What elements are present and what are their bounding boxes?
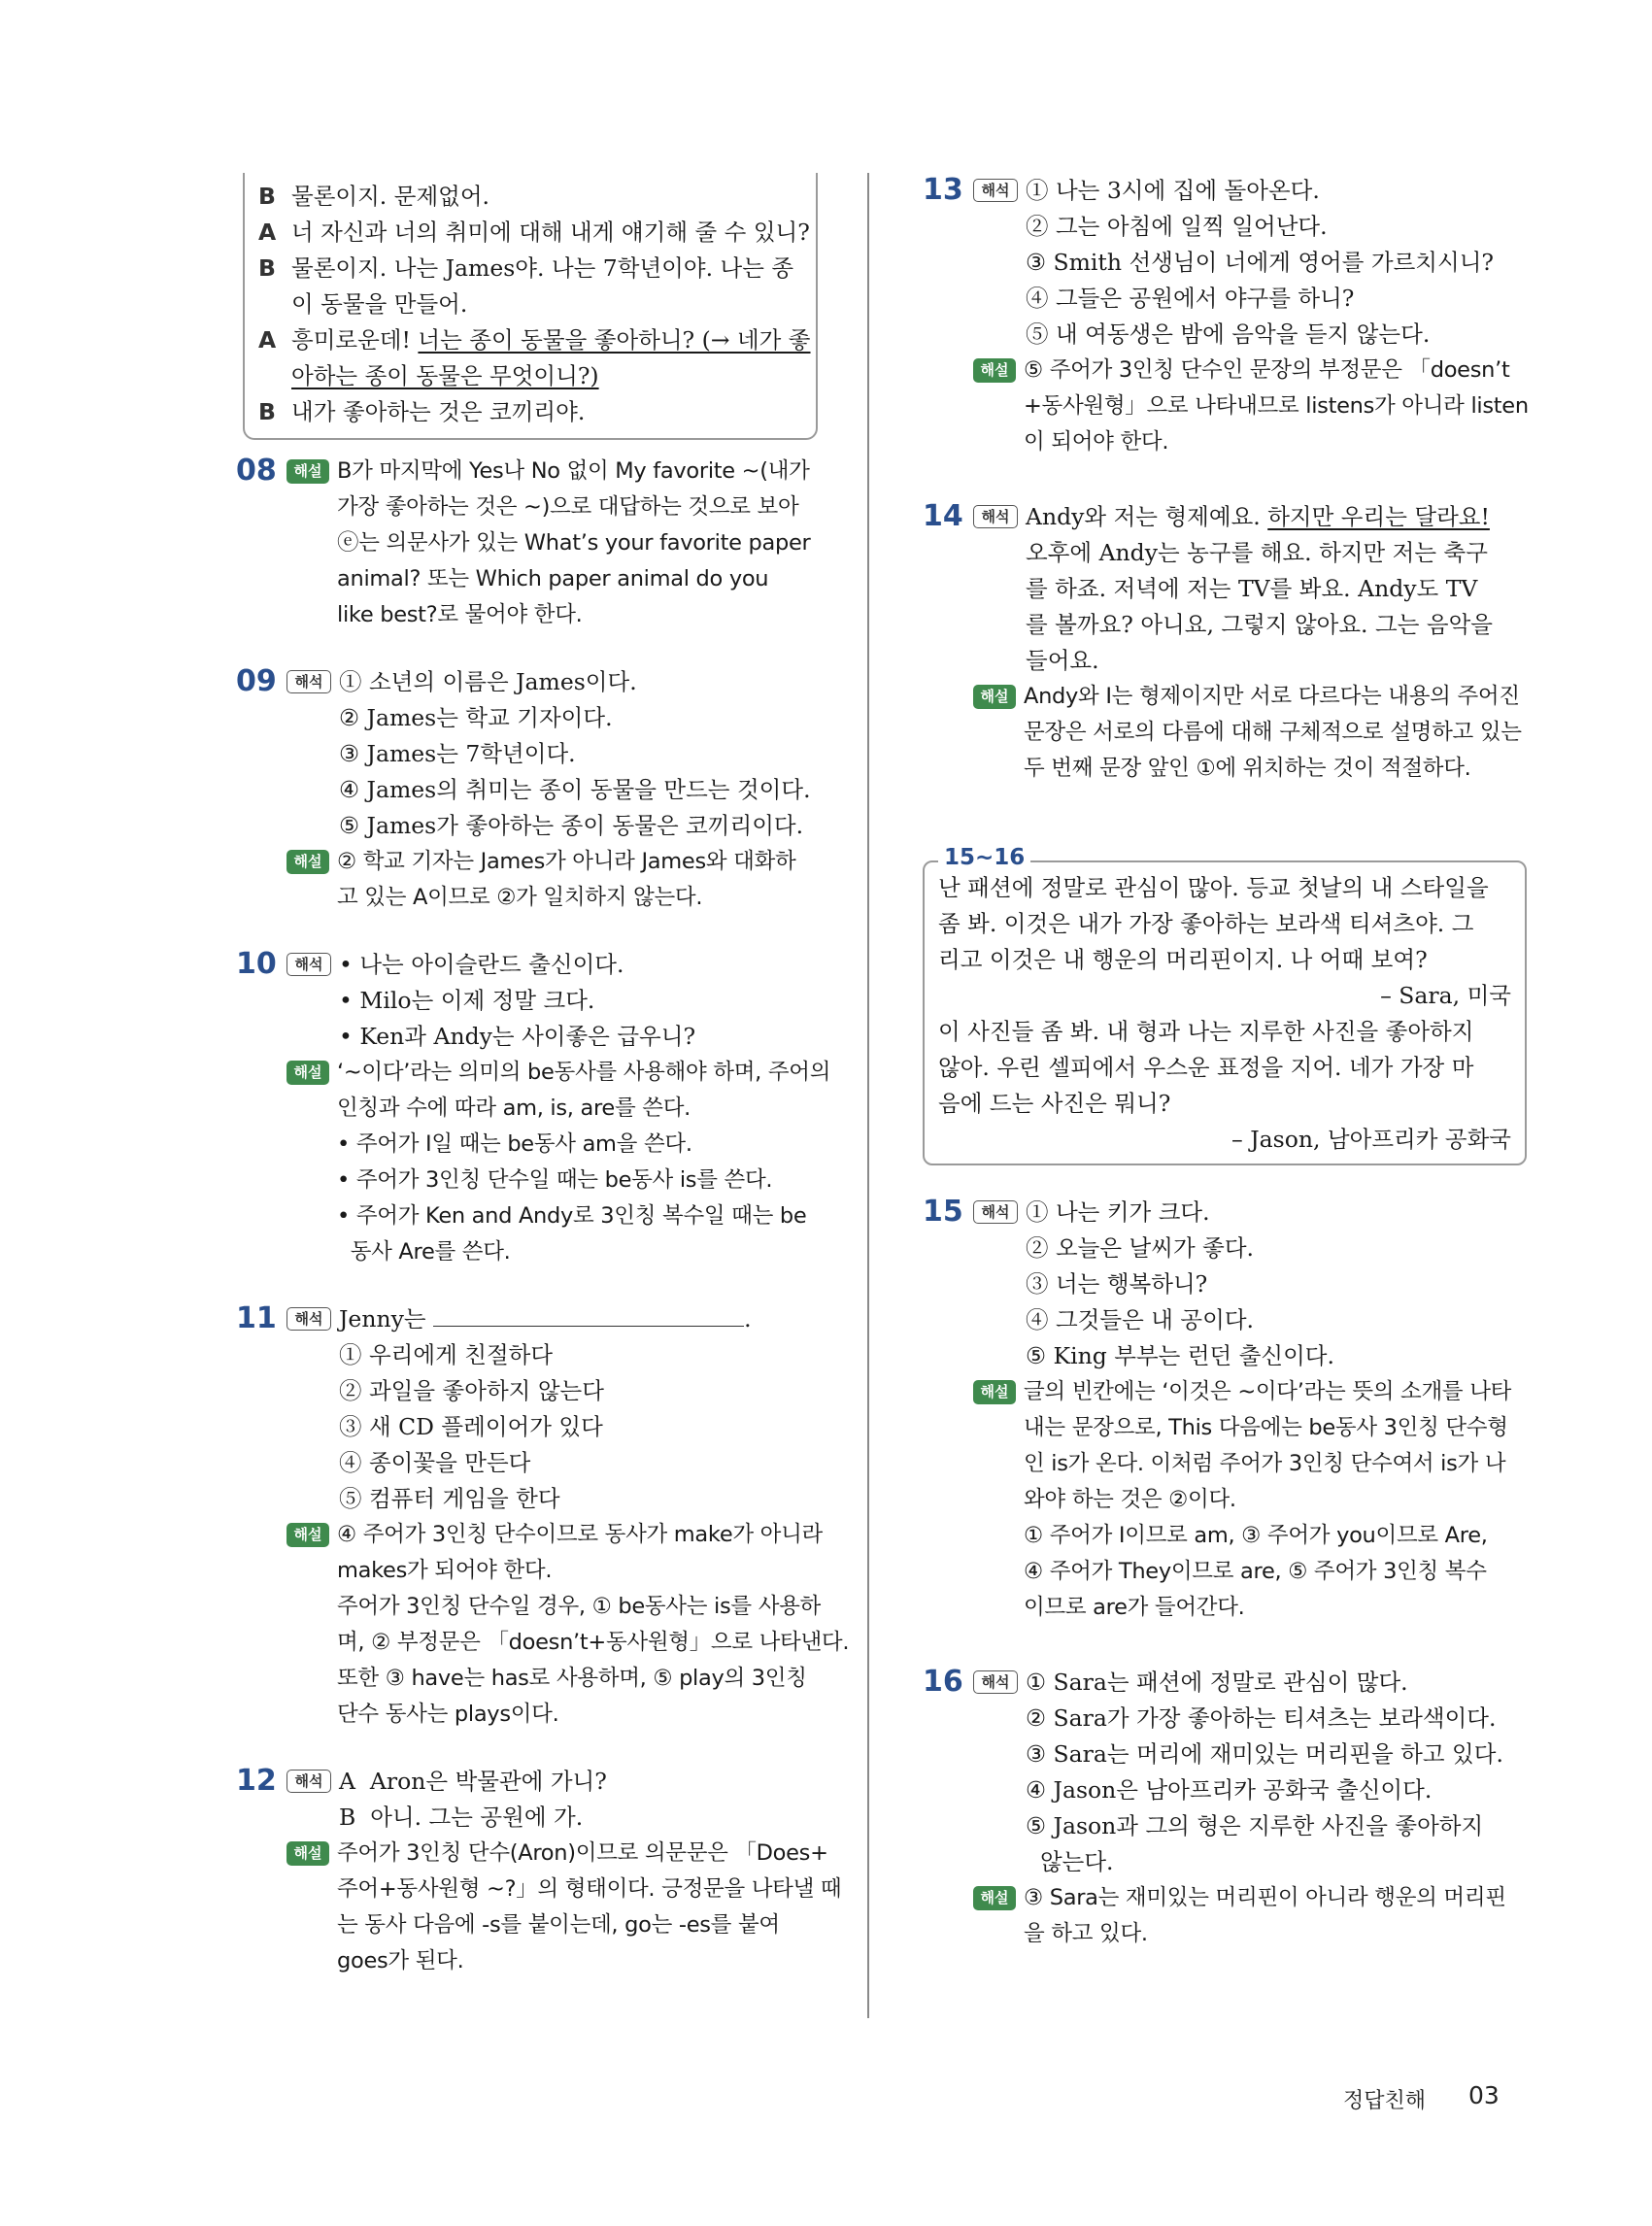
explanation-line: 인칭과 수에 따라 am, is, are를 쓴다. xyxy=(337,1096,691,1121)
translation-line: ② James는 학교 기자이다. xyxy=(339,704,613,731)
left-column xyxy=(236,173,850,1979)
passage-signature: – Jason, 남아프리카 공화국 xyxy=(1231,1126,1511,1153)
speaker-label: A xyxy=(258,326,277,354)
dialog-text xyxy=(291,322,811,358)
translation-line: ③ Smith 선생님이 너에게 영어를 가르치시니? xyxy=(1026,249,1495,276)
dialog-box xyxy=(243,173,818,440)
explanation-line: 주어가 3인칭 단수(Aron)이므로 의문문은 「Does+ xyxy=(337,1840,828,1866)
speaker-label: B xyxy=(258,183,276,210)
explanation-line: 가장 좋아하는 것은 ~)으로 대답하는 것으로 보아 xyxy=(337,494,799,520)
explanation-line: ④ 주어가 3인칭 단수이므로 동사가 make가 아니라 xyxy=(337,1522,823,1547)
passage-line: 음에 드는 사진은 뭐니? xyxy=(938,1090,1171,1117)
translation-line: ⑤ Jason과 그의 형은 지루한 사진을 좋아하지 xyxy=(1026,1812,1484,1839)
explanation-line: 글의 빈칸에는 ‘이것은 ~이다’라는 뜻의 소개를 나타 xyxy=(1024,1379,1512,1404)
question-08 xyxy=(236,454,816,633)
translation-line: ⑤ 컴퓨터 게임을 한다 xyxy=(339,1485,560,1512)
explanation-line: 을 하고 있다. xyxy=(1024,1921,1148,1946)
translation-tag: 해석 xyxy=(973,179,1018,202)
translation-line: ④ James의 취미는 종이 동물을 만드는 것이다. xyxy=(339,776,811,803)
explanation-line: • 주어가 I일 때는 be동사 am을 쓴다. xyxy=(337,1131,692,1157)
translation-tag: 해석 xyxy=(287,953,331,976)
question-13 xyxy=(923,173,1529,460)
translation-tag: 해석 xyxy=(287,670,331,693)
explanation-line: • 주어가 Ken and Andy로 3인칭 복수일 때는 be xyxy=(337,1203,807,1229)
explanation-line: Andy와 I는 형제이지만 서로 다르다는 내용의 주어진 xyxy=(1024,684,1520,709)
translation-line: 않는다. xyxy=(1026,1848,1114,1875)
explanation-line: +동사원형」으로 나타내므로 listens가 아니라 listen xyxy=(1024,393,1529,419)
explanation-line: 또한 ③ have는 has로 사용하며, ⑤ play의 3인칭 xyxy=(337,1666,807,1691)
explanation-line: 주어가 3인칭 단수일 경우, ① be동사는 is를 사용하 xyxy=(337,1594,821,1619)
translation-line: 를 볼까요? 아니요, 그렇지 않아요. 그는 음악을 xyxy=(1026,611,1493,638)
explanation-tag: 해설 xyxy=(973,1380,1016,1404)
dialog-text: 물론이지. 문제없어. xyxy=(291,183,490,210)
explanation-line: 문장은 서로의 다름에 대해 구체적으로 설명하고 있는 xyxy=(1024,720,1522,745)
dialog-line xyxy=(258,251,802,322)
dialog-line xyxy=(258,179,802,215)
explanation-line: • 주어가 3인칭 단수일 때는 be동사 is를 쓴다. xyxy=(337,1167,773,1193)
explanation-line: ③ Sara는 재미있는 머리핀이 아니라 행운의 머리핀 xyxy=(1024,1885,1506,1910)
translation-line: ④ 종이꽃을 만든다 xyxy=(339,1449,531,1476)
blank-sentence xyxy=(339,1301,816,1337)
dialog-line xyxy=(258,215,810,251)
column-divider xyxy=(867,173,869,2018)
passage-line: 난 패션에 정말로 관심이 많아. 등교 첫날의 내 스타일을 xyxy=(938,874,1489,901)
explanation-tag: 해설 xyxy=(287,1841,329,1866)
blank-sentence-tail: . xyxy=(744,1305,752,1332)
translation-line: ⑤ James가 좋아하는 종이 동물은 코끼리이다. xyxy=(339,812,804,839)
translation-line: • Ken과 Andy는 사이좋은 급우니? xyxy=(339,1023,696,1050)
translation-line: A Aron은 박물관에 가니? xyxy=(339,1768,607,1795)
dialog-text: 이 동물을 만들어. xyxy=(291,290,468,318)
translation-line: ④ 그것들은 내 공이다. xyxy=(1026,1306,1254,1333)
explanation-line: 고 있는 A이므로 ②가 일치하지 않는다. xyxy=(337,885,703,910)
question-number: 10 xyxy=(236,947,277,981)
explanation-tag: 해설 xyxy=(973,685,1016,709)
passage-signature: – Sara, 미국 xyxy=(1380,982,1511,1009)
translation-line: ② 그는 아침에 일찍 일어난다. xyxy=(1026,213,1328,240)
question-number: 08 xyxy=(236,454,277,488)
translation-line: ⑤ 내 여동생은 밤에 음악을 듣지 않는다. xyxy=(1026,320,1431,348)
explanation-line: ⑤ 주어가 3인칭 단수인 문장의 부정문은 「doesn’t xyxy=(1024,357,1510,383)
explanation-line: 내는 문장으로, This 다음에는 be동사 3인칭 단수형 xyxy=(1024,1415,1508,1440)
translation-line: ① 나는 키가 크다. xyxy=(1026,1198,1210,1226)
dialog-text: 물론이지. 나는 James야. 나는 7학년이야. 나는 종 xyxy=(291,254,794,282)
explanation-line: goes가 된다. xyxy=(337,1948,464,1973)
passage-line: 않아. 우린 셀피에서 우스운 표정을 지어. 네가 가장 마 xyxy=(938,1054,1474,1081)
passage-line: 리고 이것은 내 행운의 머리핀이지. 나 어때 보여? xyxy=(938,946,1428,973)
translation-tag: 해석 xyxy=(973,1200,1018,1224)
explanation-line: B가 마지막에 Yes나 No 없이 My favorite ~(내가 xyxy=(337,458,810,484)
passage-line: 이 사진들 좀 봐. 내 형과 나는 지루한 사진을 좋아하지 xyxy=(938,1018,1474,1045)
answer-blank xyxy=(433,1304,744,1327)
speaker-label: B xyxy=(258,254,276,282)
underlined-sentence: 하지만 우리는 달라요! xyxy=(1267,503,1490,530)
translation-line: ④ 그들은 공원에서 야구를 하니? xyxy=(1026,285,1355,312)
question-16 xyxy=(923,1665,1506,1952)
translation-line: • Milo는 이제 정말 크다. xyxy=(339,987,595,1014)
translation-line: 오후에 Andy는 농구를 해요. 하지만 저는 축구 xyxy=(1026,539,1488,566)
explanation-line: ① 주어가 I이므로 am, ③ 주어가 you이므로 Are, xyxy=(1024,1523,1488,1548)
question-number: 12 xyxy=(236,1764,277,1798)
question-09 xyxy=(236,664,816,916)
explanation-line: like best?로 물어야 한다. xyxy=(337,602,583,627)
explanation-line: ② 학교 기자는 James가 아니라 James와 대화하 xyxy=(337,849,796,874)
explanation-line: 단수 동사는 plays이다. xyxy=(337,1702,559,1727)
translation-line: 들어요. xyxy=(1026,647,1099,674)
translation-line: ① 우리에게 친절하다 xyxy=(339,1341,554,1368)
question-14 xyxy=(923,499,1522,787)
translation-line: ② 과일을 좋아하지 않는다 xyxy=(339,1377,604,1404)
speaker-label: A xyxy=(258,219,277,246)
explanation-line: 동사 Are를 쓴다. xyxy=(337,1239,511,1265)
explanation-line: 와야 하는 것은 ②이다. xyxy=(1024,1487,1236,1512)
dialog-text: 내가 좋아하는 것은 코끼리야. xyxy=(291,398,586,425)
explanation-tag: 해설 xyxy=(287,459,329,484)
translation-line: ② Sara가 가장 좋아하는 티셔츠는 보라색이다. xyxy=(1026,1704,1497,1732)
explanation-line: 이 되어야 한다. xyxy=(1024,429,1169,455)
explanation-line: ‘~이다’라는 의미의 be동사를 사용해야 하며, 주어의 xyxy=(337,1060,831,1085)
explanation-line: ⓔ는 의문사가 있는 What’s your favorite paper xyxy=(337,530,811,556)
explanation-line: 이므로 are가 들어간다. xyxy=(1024,1595,1245,1620)
dialog-line xyxy=(258,394,802,430)
explanation-tag: 해설 xyxy=(287,1523,329,1547)
explanation-line: 인 is가 온다. 이처럼 주어가 3인칭 단수여서 is가 나 xyxy=(1024,1451,1506,1476)
explanation-tag: 해설 xyxy=(973,1886,1016,1910)
footer-section-label: 정답친해 xyxy=(1343,2089,1427,2113)
translation-line: ② 오늘은 날씨가 좋다. xyxy=(1026,1234,1254,1262)
translation-line: ① 소년의 이름은 James이다. xyxy=(339,668,637,695)
translation-line: ① Sara는 패션에 정말로 관심이 많다. xyxy=(1026,1669,1408,1696)
translation-tag: 해석 xyxy=(287,1770,331,1793)
explanation-tag: 해설 xyxy=(973,358,1016,383)
question-number: 09 xyxy=(236,664,277,698)
question-10 xyxy=(236,947,831,1270)
dialog-line xyxy=(258,322,811,394)
translation-line xyxy=(1026,499,1500,535)
underlined-question: 너는 종이 동물을 좋아하니? (→ 네가 좋 xyxy=(418,326,811,354)
question-15 xyxy=(923,1195,1512,1626)
page-number: 03 xyxy=(1468,2081,1500,2109)
dialog-text-pre: 흥미로운데! xyxy=(291,326,419,354)
question-number: 15 xyxy=(923,1195,963,1229)
passage-label: 15~16 xyxy=(938,845,1030,870)
speaker-label: B xyxy=(258,398,276,425)
translation-line: • 나는 아이슬란드 출신이다. xyxy=(339,951,624,978)
question-number: 13 xyxy=(923,173,963,207)
translation-tag: 해석 xyxy=(973,505,1018,528)
question-number: 14 xyxy=(923,499,963,533)
question-number: 16 xyxy=(923,1665,963,1699)
passage-box-15-16 xyxy=(923,845,1527,1165)
explanation-tag: 해설 xyxy=(287,850,329,874)
translation-tag: 해석 xyxy=(287,1307,331,1331)
translation-line: ③ James는 7학년이다. xyxy=(339,740,576,767)
question-11 xyxy=(236,1301,850,1733)
question-number: 11 xyxy=(236,1301,277,1335)
translation-line: B 아니. 그는 공원에 가. xyxy=(339,1804,584,1831)
translation-line: ③ 새 CD 플레이어가 있다 xyxy=(339,1413,603,1440)
explanation-line: makes가 되어야 한다. xyxy=(337,1558,553,1583)
explanation-line: 두 번째 문장 앞인 ①에 위치하는 것이 적절하다. xyxy=(1024,756,1471,781)
translation-text: Andy와 저는 형제예요. xyxy=(1026,503,1268,530)
explanation-line: 주어+동사원형 ~?」의 형태이다. 긍정문을 나타낼 때 xyxy=(337,1876,842,1902)
translation-line: ④ Jason은 남아프리카 공화국 출신이다. xyxy=(1026,1776,1433,1804)
translation-line: ③ Sara는 머리에 재미있는 머리핀을 하고 있다. xyxy=(1026,1740,1503,1768)
translation-line: 를 하죠. 저녁에 저는 TV를 봐요. Andy도 TV xyxy=(1026,575,1478,602)
dialog-text: 너 자신과 너의 취미에 대해 내게 얘기해 줄 수 있니? xyxy=(291,219,810,246)
translation-line: ③ 너는 행복하니? xyxy=(1026,1270,1208,1298)
explanation-line: 며, ② 부정문은 「doesn’t+동사원형」으로 나타낸다. xyxy=(337,1630,850,1655)
translation-line: ① 나는 3시에 집에 돌아온다. xyxy=(1026,177,1320,204)
translation-line: ⑤ King 부부는 런던 출신이다. xyxy=(1026,1342,1334,1369)
dialog-text: 아하는 종이 동물은 무엇이니?) xyxy=(291,362,599,389)
question-12 xyxy=(236,1764,842,1979)
blank-sentence-head: Jenny는 xyxy=(339,1305,426,1332)
passage-line: 좀 봐. 이것은 내가 가장 좋아하는 보라색 티셔츠야. 그 xyxy=(938,910,1474,937)
explanation-line: 는 동사 다음에 -s를 붙이는데, go는 -es를 붙여 xyxy=(337,1912,780,1938)
right-column xyxy=(923,173,1529,1952)
explanation-line: animal? 또는 Which paper animal do you xyxy=(337,566,769,591)
translation-tag: 해석 xyxy=(973,1670,1018,1694)
explanation-line: ④ 주어가 They이므로 are, ⑤ 주어가 3인칭 복수 xyxy=(1024,1559,1487,1584)
explanation-tag: 해설 xyxy=(287,1061,329,1085)
